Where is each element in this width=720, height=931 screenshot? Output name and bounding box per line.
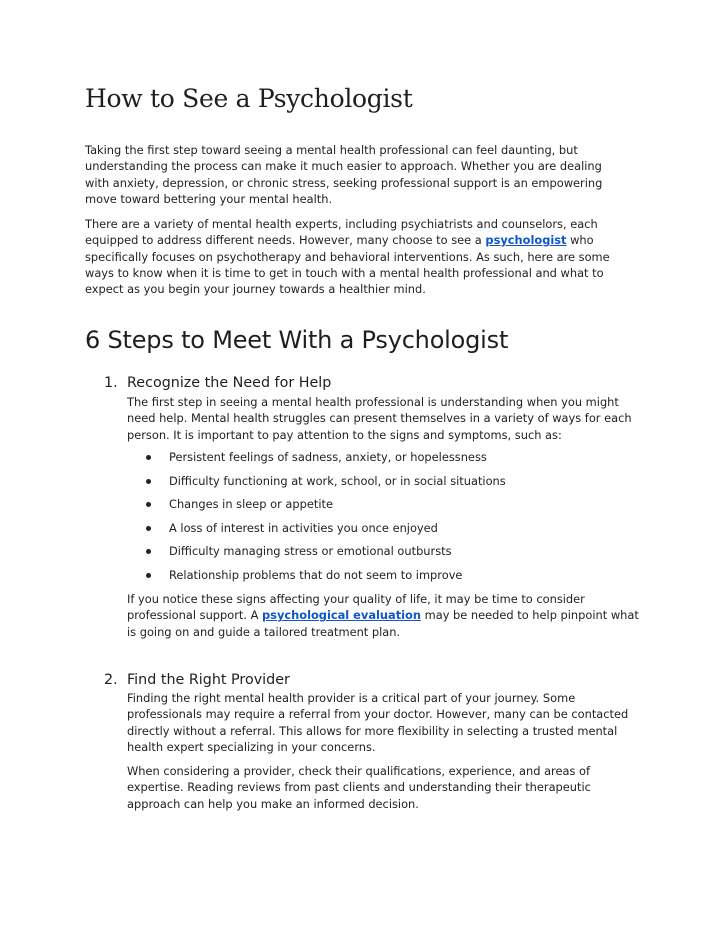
intro-paragraph-2-text-before: There are a variety of mental health experts, including psychiatrists and counselors, each equipped to address different needs. However, many choose to see a: [85, 217, 598, 248]
step-2-title: Find the Right Provider: [127, 672, 290, 688]
step-1-title: Recognize the Need for Help: [127, 375, 332, 391]
step-2-paragraph-1: Finding the right mental health provider is a critical part of your journey. Some professionals may require a referral from your doctor. However, many can be contacted directly without a referral. This allows for more flexibility in selecting a trusted mental health expert specializing in your concerns.: [127, 691, 629, 754]
step-2-paragraph-2: When considering a provider, check their qualifications, experience, and areas of expertise. Reading reviews from past clients and understanding their therapeutic approach can help you make an informed decision.: [127, 764, 591, 811]
step-1-paragraph-2-text-before: If you notice these signs affecting your quality of life, it may be time to consider professional support. A: [127, 592, 585, 623]
step-1-number: 1.: [104, 375, 118, 391]
psychologist-link[interactable]: psychologist: [485, 233, 567, 248]
intro-paragraph-1: Taking the first step toward seeing a mental health professional can feel daunting, but understanding the process can make it much easier to approach. Whether you are dealing with anxiety, depression, or chronic stress, seeking professional support is an empowering move toward bettering your mental health.: [85, 143, 603, 206]
bullet-icon: [146, 502, 151, 507]
list-item: [146, 567, 506, 591]
page-title: How to See a Psychologist: [85, 84, 413, 113]
list-item: [146, 473, 506, 497]
step-2-number: 2.: [104, 672, 118, 688]
intro-paragraph-2-text-after: who specifically focuses on psychotherapy and behavioral interventions. As such, here are some ways to know when it is time to get in touch with a mental health professional and what to expect as you begin your journey towards a healthier mind.: [85, 233, 610, 297]
list-item-text: Relationship problems that do not seem to improve: [169, 567, 463, 582]
list-item: [146, 449, 506, 473]
bullet-icon: [146, 455, 151, 460]
bullet-icon: [146, 573, 151, 578]
list-item-text: Difficulty functioning at work, school, or in social situations: [169, 473, 506, 488]
step-1-paragraph-2: [127, 591, 639, 640]
step-1-paragraph-2-text-after: may be needed to help pinpoint what is going on and guide a tailored treatment plan.: [127, 608, 639, 639]
intro-paragraph-2: [85, 216, 625, 297]
list-item-text: Persistent feelings of sadness, anxiety, or hopelessness: [169, 450, 487, 464]
list-item: [146, 520, 506, 544]
list-item: [146, 496, 506, 520]
list-item-text: Changes in sleep or appetite: [169, 497, 333, 511]
psychological-evaluation-link[interactable]: psychological evaluation: [262, 608, 421, 623]
list-item-text: A loss of interest in activities you once enjoyed: [169, 520, 438, 535]
bullet-icon: [146, 479, 151, 484]
list-item-text: Difficulty managing stress or emotional outbursts: [169, 544, 452, 558]
symptom-list: [146, 449, 506, 590]
list-item: [146, 543, 506, 567]
section-heading: 6 Steps to Meet With a Psychologist: [85, 326, 509, 354]
step-1-paragraph-1: The first step in seeing a mental health professional is understanding when you might need help. Mental health struggles can present themselves in a variety of ways for each person. It is important to pay attention to the signs and symptoms, such as:: [127, 395, 632, 442]
bullet-icon: [146, 549, 151, 554]
bullet-icon: [146, 526, 151, 531]
